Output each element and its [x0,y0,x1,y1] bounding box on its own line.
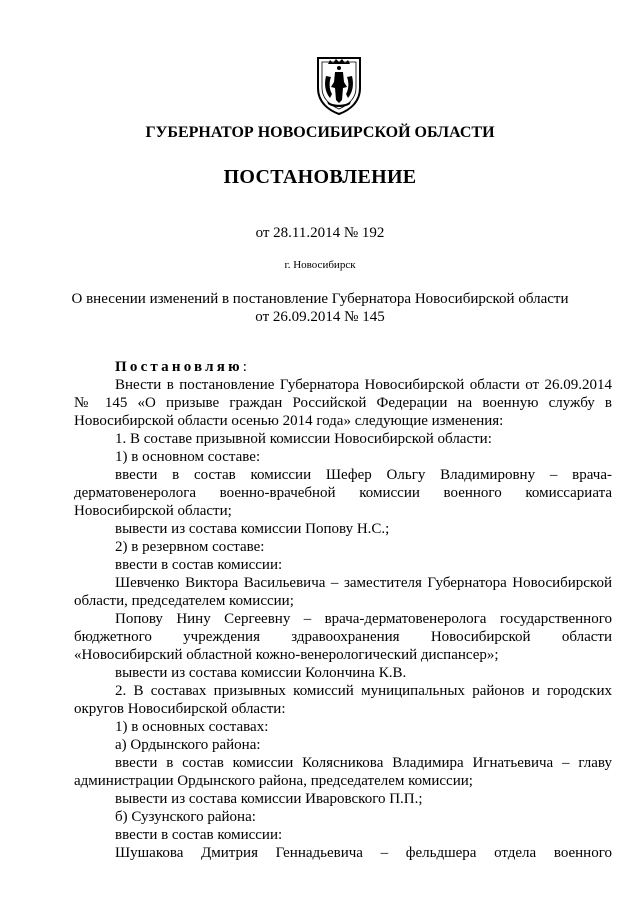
body-line: 1) в основных составах: [115,719,269,735]
body-line: ввести в состав комиссии Шефер Ольгу Владимировну – врача- [115,467,612,483]
body-line: ввести в состав комиссии Колясникова Владимира Игнатьевича – главу [115,755,612,771]
subject-line: от 26.09.2014 № 145 [255,309,385,325]
body-line: б) Сузунского района: [115,809,256,825]
body-line: дерматовенеролога военно-врачебной комиссии военного комиссариата [74,485,612,501]
body-line: «Новосибирский областной кожно-венерологический диспансер»; [74,647,499,663]
resolution-lead-word: Постановляю [115,359,243,375]
document-subject [0,290,640,326]
body-line: вывести из состава комиссии Попову Н.С.; [115,521,390,537]
body-line: 2. В составах призывных комиссий муниципальных районов и городских [115,683,612,699]
body-line: округов Новосибирской области: [74,701,286,717]
document-date-number: от 28.11.2014 № 192 [255,225,385,241]
organization-title: ГУБЕРНАТОР НОВОСИБИРСКОЙ ОБЛАСТИ [145,124,495,141]
body-line: Новосибирской области осенью 2014 года» следующие изменения: [74,413,504,429]
body-line: Попову Нину Сергеевну – врача-дерматовенеролога государственного [115,611,612,627]
body-line: области, председателем комиссии; [74,593,294,609]
coat-of-arms-emblem [314,54,364,116]
body-line: 2) в резервном составе: [115,539,265,555]
body-line: Шушакова Дмитрия Геннадьевича – фельдшера отдела военного [115,845,612,861]
body-line: 1. В составе призывной комиссии Новосибирской области: [115,431,492,447]
document-city: г. Новосибирск [284,259,356,271]
body-line: вывести из состава комиссии Колончина К.В. [115,665,407,681]
body-line: Шевченко Виктора Васильевича – заместителя Губернатора Новосибирской [115,575,612,591]
subject-line: О внесении изменений в постановление Губернатора Новосибирской области [71,291,569,307]
document-type-title: ПОСТАНОВЛЕНИЕ [223,166,417,188]
body-line: 1) в основном составе: [115,449,261,465]
resolution-lead [74,358,612,376]
body-line: № 145 «О призыве граждан Российской Федерации на военную службу в [74,395,612,411]
body-line: ввести в состав комиссии: [115,827,283,843]
body-line: ввести в состав комиссии: [115,557,283,573]
body-line: вывести из состава комиссии Иваровского П.П.; [115,791,423,807]
body-line: бюджетного учреждения здравоохранения Новосибирской области [74,629,612,645]
body-line: Новосибирской области; [74,503,232,519]
body-line: а) Ордынского района: [115,737,261,753]
body-line: администрации Ордынского района, председателем комиссии; [74,773,473,789]
resolution-lead-colon: : [242,359,247,375]
document-body [74,358,612,862]
body-line: Внести в постановление Губернатора Новосибирской области от 26.09.2014 [115,377,612,393]
